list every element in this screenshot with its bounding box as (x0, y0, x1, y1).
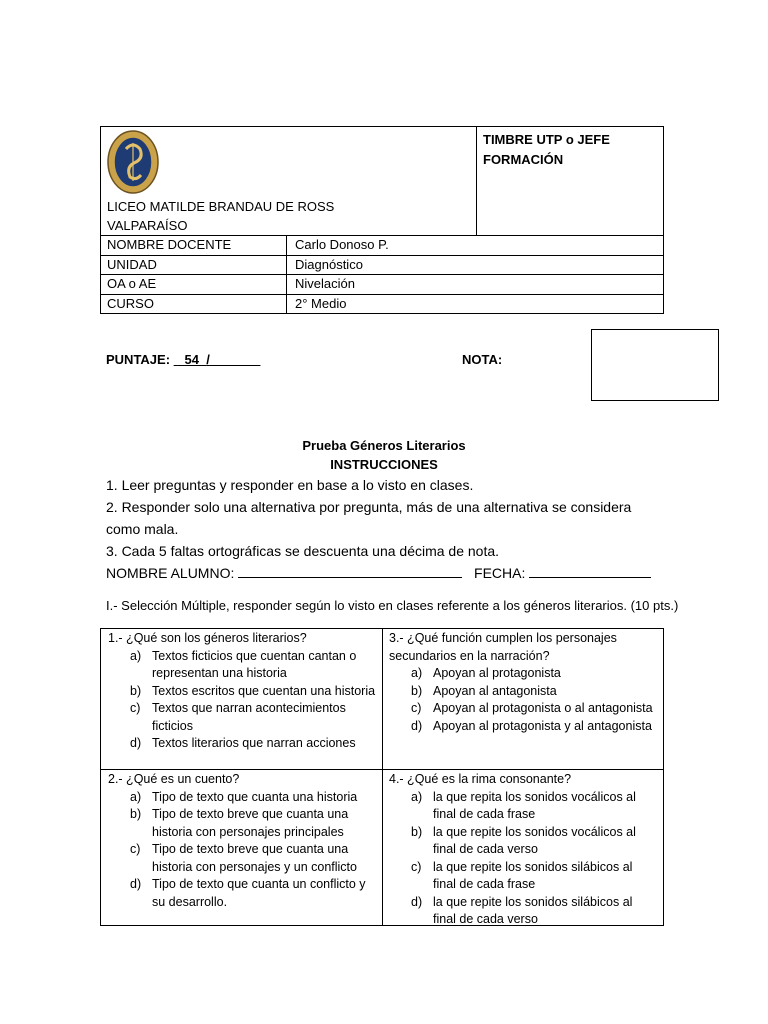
header-table (100, 126, 664, 314)
stamp-line2: FORMACIÓN (483, 152, 564, 167)
header-row-curso (101, 294, 663, 314)
grade-label: NOTA: (462, 352, 503, 367)
questions-table (100, 628, 664, 926)
option-c[interactable]: c) Apoyan al protagonista o al antagonista (411, 701, 653, 715)
row-value: 2° Medio (295, 296, 347, 311)
header-row-unidad (101, 255, 663, 275)
school-name-line1: LICEO MATILDE BRANDAU DE ROSS (107, 199, 335, 214)
option-d[interactable]: d) Tipo de texto que cuanta un conflicto y su desarrollo. (130, 877, 366, 909)
row-label: UNIDAD (107, 257, 157, 272)
student-label: NOMBRE ALUMNO: (106, 565, 235, 581)
question-3 (389, 630, 661, 735)
student-line (106, 562, 666, 584)
question-4 (389, 771, 657, 929)
question-text: 2.- ¿Qué es un cuento? (108, 772, 240, 786)
option-c[interactable]: c) Textos que narran acontecimientos ficticios (130, 701, 346, 733)
option-c[interactable]: c) la que repite los sonidos silábicos al final de cada frase (411, 859, 633, 891)
row-value: Carlo Donoso P. (295, 237, 389, 252)
school-cell (101, 127, 477, 235)
grade-box[interactable] (591, 329, 719, 401)
question-2 (108, 771, 378, 911)
option-a[interactable]: a) la que repita los sonidos vocálicos al final de cada frase (411, 789, 636, 821)
stamp-line1: TIMBRE UTP o JEFE (483, 132, 610, 147)
option-b[interactable]: b) la que repite los sonidos vocálicos al final de cada verso (411, 824, 636, 856)
test-title: Prueba Géneros Literarios (302, 438, 466, 453)
instruction-1: 1. Leer preguntas y responder en base a lo visto en clases. (106, 477, 474, 493)
option-c[interactable]: c) Tipo de texto breve que cuanta una historia con personajes y un conflicto (130, 842, 357, 874)
option-a[interactable]: a) Apoyan al protagonista (411, 666, 561, 680)
school-city: VALPARAÍSO (107, 218, 188, 233)
header-row-docente (101, 235, 663, 255)
header-row-oa (101, 274, 663, 294)
row-label: NOMBRE DOCENTE (107, 237, 232, 252)
date-field[interactable] (529, 563, 651, 578)
instruction-2: 2. Responder solo una alternativa por pregunta, más de una alternativa se considera como mala. (106, 499, 632, 537)
row-label: OA o AE (107, 276, 157, 291)
row-value: Nivelación (295, 276, 355, 291)
score-value: 54 (184, 352, 199, 367)
school-crest-icon (106, 129, 160, 195)
instructions-title: INSTRUCCIONES (330, 457, 438, 472)
option-b[interactable]: b) Textos escritos que cuentan una historia (130, 683, 376, 698)
student-name-field[interactable] (238, 563, 462, 578)
option-a[interactable]: a) Tipo de texto que cuanta una historia (130, 789, 358, 804)
option-d[interactable]: d) la que repite los sonidos silábicos al final de cada verso (411, 894, 633, 926)
question-text: 1.- ¿Qué son los géneros literarios? (108, 631, 307, 645)
school-name (107, 197, 334, 235)
option-d[interactable]: d) Textos literarios que narran acciones (130, 736, 356, 750)
option-d[interactable]: d) Apoyan al protagonista y al antagonista (411, 718, 652, 733)
option-a[interactable]: a) Textos ficticios que cuentan cantan o representan una historia (130, 648, 357, 680)
stamp-cell (477, 127, 663, 235)
option-b[interactable]: b) Apoyan al antagonista (411, 683, 557, 698)
row-value: Diagnóstico (295, 257, 363, 272)
score-label: PUNTAJE: (106, 352, 171, 367)
row-label: CURSO (107, 296, 154, 311)
date-label: FECHA: (474, 565, 526, 581)
question-text: 3.- ¿Qué función cumplen los personajes secundarios en la narración? (389, 631, 617, 663)
option-b[interactable]: b) Tipo de texto breve que cuanta una historia con personajes principales (130, 807, 349, 839)
question-1 (108, 630, 378, 753)
score-line (106, 352, 260, 367)
score-separator: / (206, 352, 210, 367)
question-text: 4.- ¿Qué es la rima consonante? (389, 772, 572, 786)
instruction-3: 3. Cada 5 faltas ortográficas se descuenta una décima de nota. (106, 543, 500, 559)
section-title: I.- Selección Múltiple, responder según lo visto en clases referente a los géneros literarios. (10 pts.) (106, 598, 679, 613)
